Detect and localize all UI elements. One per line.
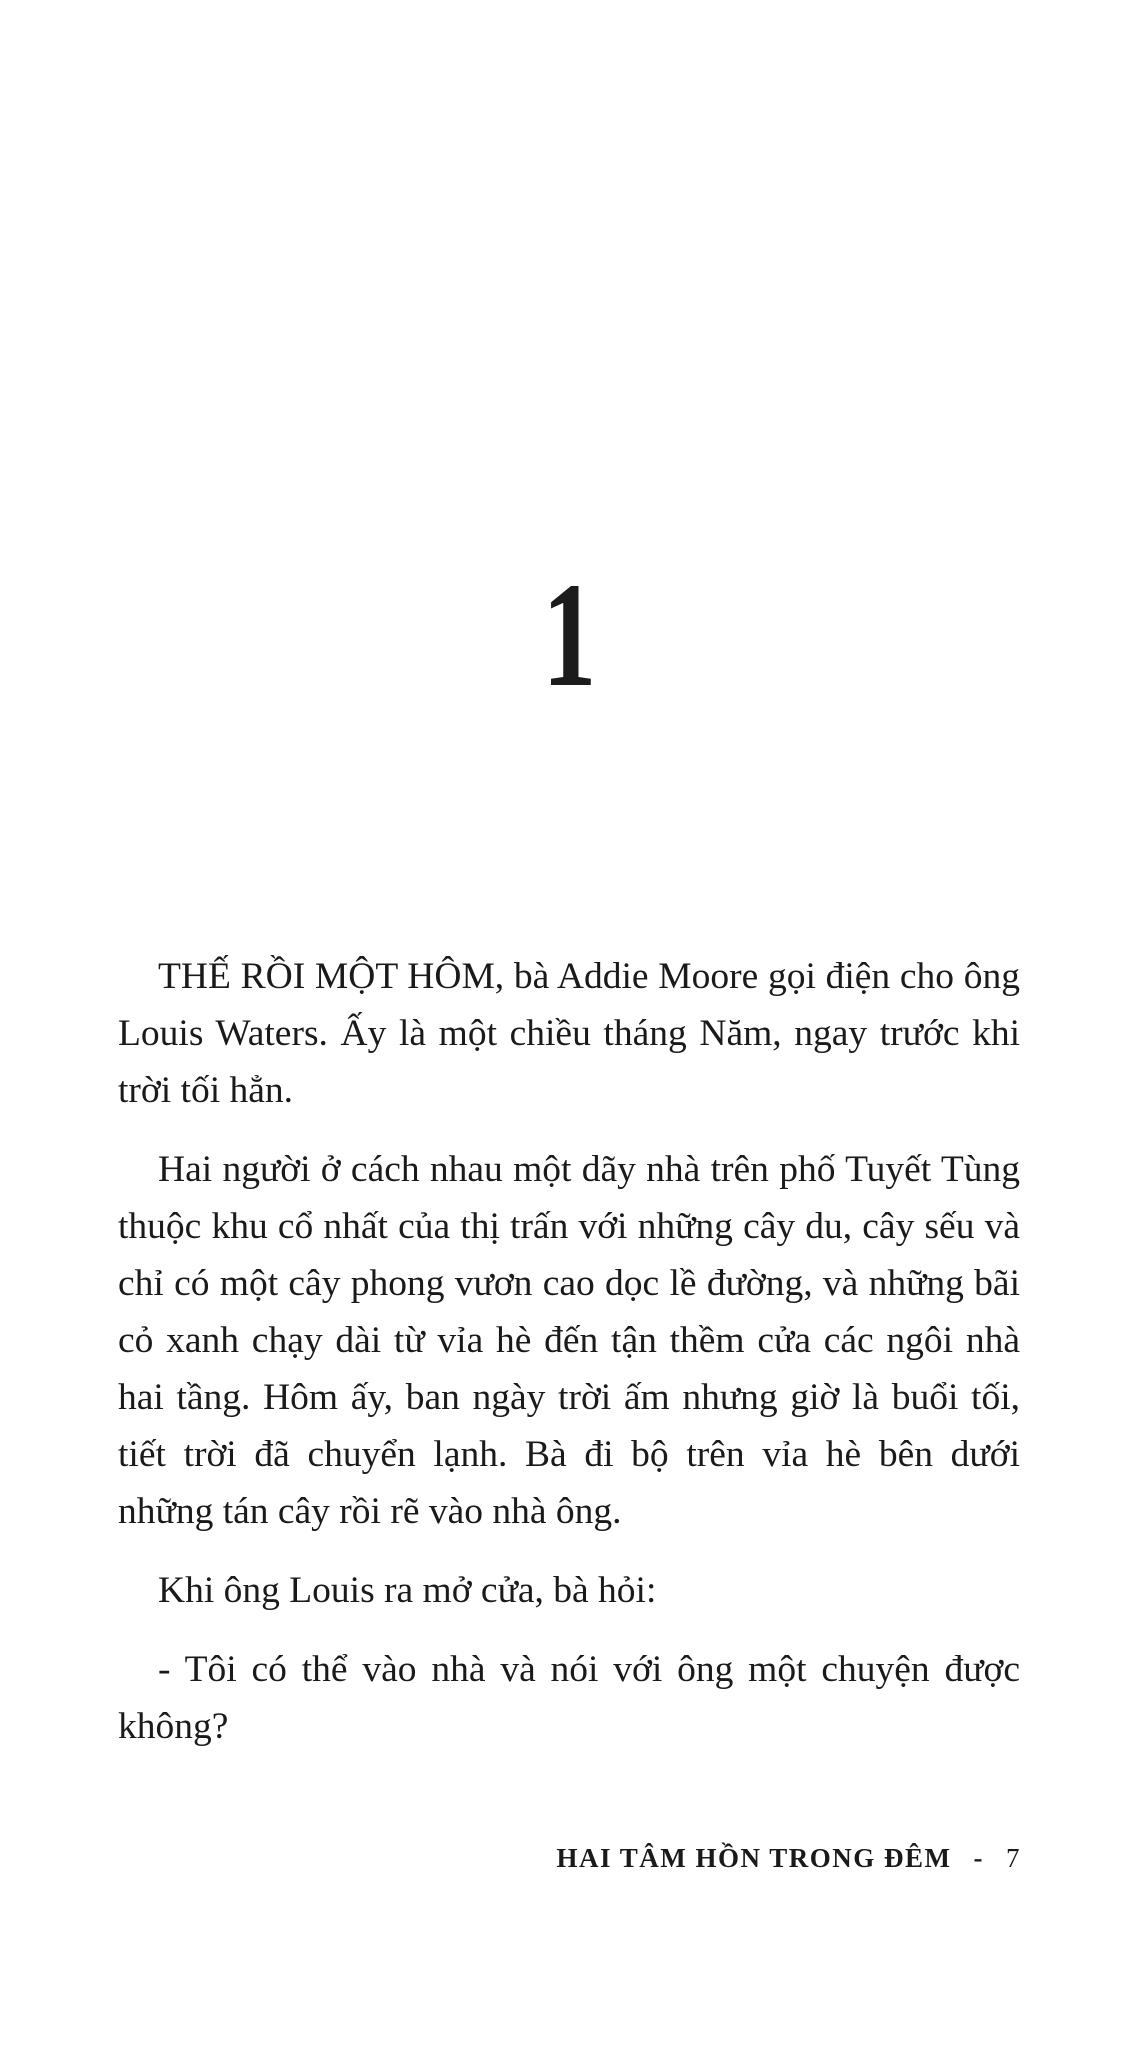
chapter-number: 1 <box>542 552 597 718</box>
book-title: HAI TÂM HỒN TRONG ĐÊM <box>556 1843 952 1873</box>
footer-separator: - <box>973 1843 984 1873</box>
paragraph-4: - Tôi có thể vào nhà và nói với ông một chuyện được không? <box>118 1649 1020 1747</box>
paragraph-3: Khi ông Louis ra mở cửa, bà hỏi: <box>158 1570 657 1611</box>
chapter-body <box>118 948 1020 1777</box>
running-footer <box>556 1843 1021 1874</box>
paragraph-2: Hai người ở cách nhau một dãy nhà trên phố Tuyết Tùng thuộc khu cổ nhất của thị trấn với những cây du, cây sếu và chỉ có một cây phong vươn cao dọc lề đường, và những bãi cỏ xanh chạy dài từ vỉa hè đến tận thềm cửa các ngôi nhà hai tầng. Hôm ấy, ban ngày trời ấm nhưng giờ là buổi tối, tiết trời đã chuyển lạnh. Bà đi bộ trên vỉa hè bên dưới những tán cây rồi rẽ vào nhà ông. <box>118 1149 1020 1532</box>
paragraph-1: THẾ RỒI MỘT HÔM, bà Addie Moore gọi điện cho ông Louis Waters. Ấy là một chiều tháng Năm, ngay trước khi trời tối hẳn. <box>118 956 1020 1111</box>
page-number: 7 <box>1006 1843 1021 1873</box>
